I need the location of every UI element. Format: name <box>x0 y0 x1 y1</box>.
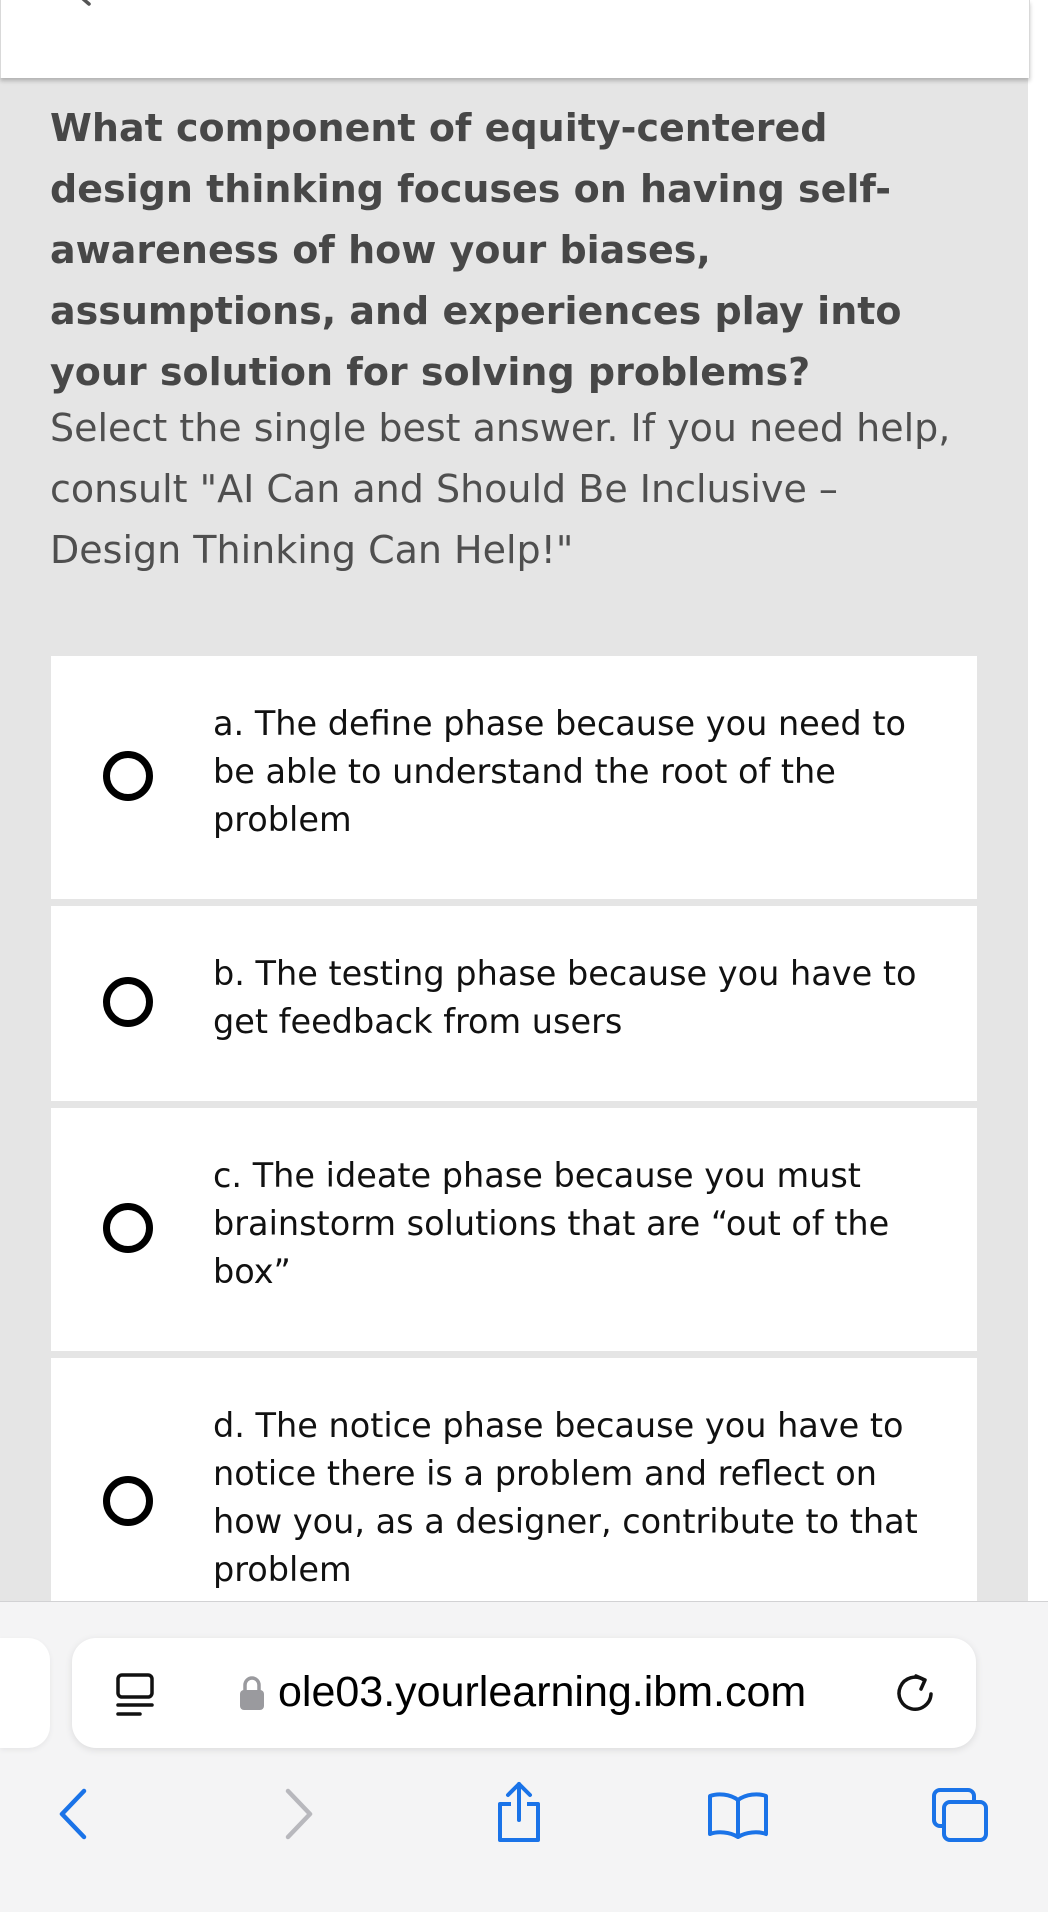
answer-option-a[interactable] <box>51 656 977 899</box>
url-text[interactable]: ole03.yourlearning.ibm.com <box>278 1668 807 1716</box>
lock-icon <box>239 1675 265 1711</box>
tabs-icon[interactable] <box>930 1786 990 1844</box>
option-label: b. The testing phase because you have to get feedback from users <box>213 954 917 1041</box>
reader-mode-icon[interactable] <box>114 1672 156 1718</box>
option-label: a. The define phase because you need to be able to understand the root of the problem <box>213 704 906 839</box>
radio-button-icon[interactable] <box>103 1476 153 1526</box>
bookmarks-icon[interactable] <box>706 1790 770 1840</box>
question-hint: Select the single best answer. If you need help, consult "AI Can and Should Be Inclusive – Design Thinking Can Help!" <box>50 406 951 572</box>
question-panel <box>0 78 1028 1601</box>
radio-button-icon[interactable] <box>103 977 153 1027</box>
option-label: d. The notice phase because you have to notice there is a problem and reflect on how you, as a designer, contribute to that problem <box>213 1406 918 1589</box>
previous-tab-preview[interactable] <box>0 1638 50 1748</box>
answer-option-c[interactable] <box>51 1108 977 1351</box>
address-bar[interactable] <box>72 1638 976 1748</box>
back-icon[interactable] <box>56 1788 90 1840</box>
page-header <box>0 0 1030 78</box>
share-icon[interactable] <box>494 1780 544 1844</box>
question-title: What component of equity-centered design thinking focuses on having self-awareness of how your biases, assumptions, and experiences play into your solution for solving problems? <box>50 106 902 394</box>
answer-option-d[interactable] <box>51 1358 977 1601</box>
reload-icon[interactable] <box>894 1672 938 1716</box>
answer-option-b[interactable] <box>51 906 977 1101</box>
back-chevron-icon[interactable] <box>67 0 95 6</box>
option-label: c. The ideate phase because you must brainstorm solutions that are “out of the box” <box>213 1156 890 1291</box>
forward-icon[interactable] <box>282 1788 316 1840</box>
browser-toolbar <box>0 1601 1048 1912</box>
radio-button-icon[interactable] <box>103 751 153 801</box>
radio-button-icon[interactable] <box>103 1203 153 1253</box>
